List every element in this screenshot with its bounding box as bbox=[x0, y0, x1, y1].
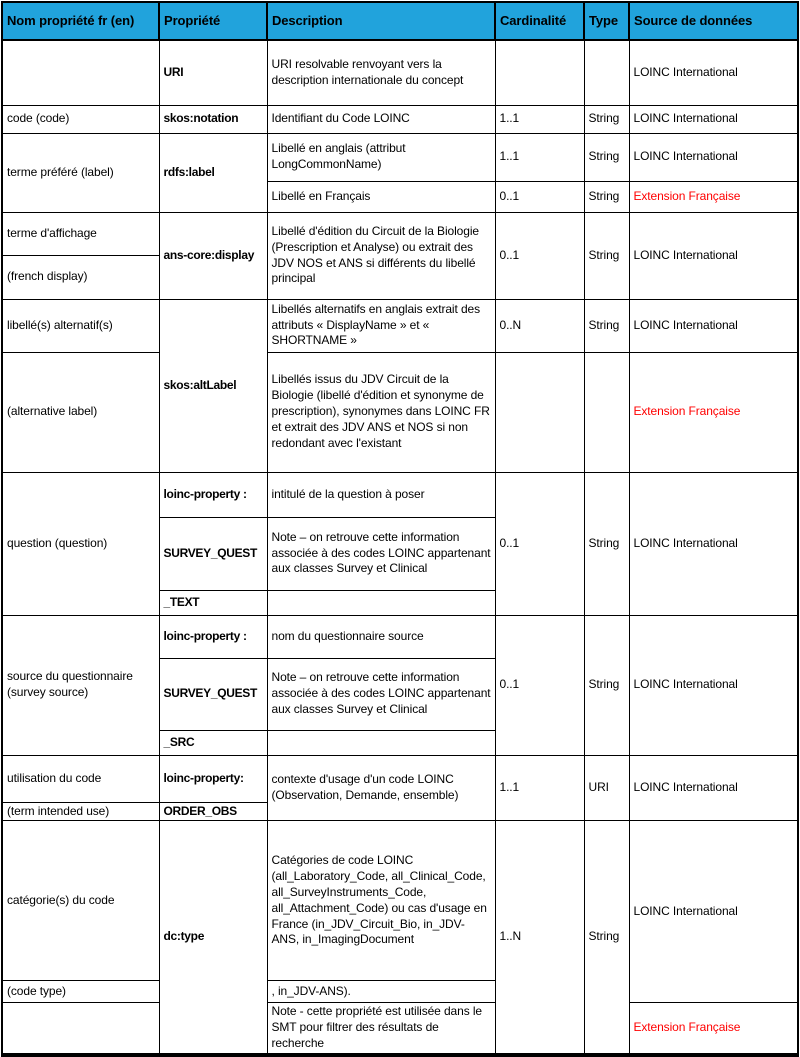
source-cell: LOINC International bbox=[629, 472, 798, 615]
description-cell: Catégories de code LOINC (all_Laboratory_Code, all_Clinical_Code, all_SurveyInstruments_Code, all_Attachment_Code) ou cas d'usage en France (in_JDV_Circuit_Bio, in_JDV-ANS, in_ImagingDocument bbox=[267, 821, 495, 981]
source-cell: Extension Française bbox=[629, 1003, 798, 1055]
source-cell: LOINC International bbox=[629, 615, 798, 755]
cardinality-cell: 0..1 bbox=[495, 472, 584, 615]
header-source: Source de données bbox=[629, 2, 798, 40]
source-cell: LOINC International bbox=[629, 755, 798, 821]
table-row bbox=[2, 755, 798, 802]
type-cell: String bbox=[584, 821, 629, 1055]
source-cell: LOINC International bbox=[629, 299, 798, 352]
property-id-cell: loinc-property: bbox=[159, 755, 267, 802]
type-cell: String bbox=[584, 212, 629, 299]
property-name-cell: (code type) bbox=[2, 981, 159, 1003]
source-cell: LOINC International bbox=[629, 40, 798, 105]
property-name-cell: catégorie(s) du code bbox=[2, 821, 159, 981]
type-cell bbox=[584, 352, 629, 472]
property-id-cell: _SRC bbox=[159, 730, 267, 755]
source-cell: LOINC International bbox=[629, 105, 798, 133]
header-propriete: Propriété bbox=[159, 2, 267, 40]
type-cell: String bbox=[584, 472, 629, 615]
type-cell: String bbox=[584, 615, 629, 755]
header-description: Description bbox=[267, 2, 495, 40]
property-id-cell: _TEXT bbox=[159, 590, 267, 615]
description-cell: Libellé en Français bbox=[267, 181, 495, 212]
property-id-cell: dc:type bbox=[159, 821, 267, 1055]
type-cell bbox=[584, 40, 629, 105]
source-cell: Extension Française bbox=[629, 181, 798, 212]
property-name-cell: question (question) bbox=[2, 472, 159, 615]
table-row bbox=[2, 40, 798, 105]
cardinality-cell: 1..1 bbox=[495, 105, 584, 133]
cardinality-cell: 0..1 bbox=[495, 212, 584, 299]
cardinality-cell: 1..1 bbox=[495, 755, 584, 821]
description-cell: Note – on retrouve cette information associée à des codes LOINC appartenant aux classes Survey et Clinical bbox=[267, 658, 495, 730]
property-id-cell: skos:altLabel bbox=[159, 299, 267, 472]
property-name-cell: libellé(s) alternatif(s) bbox=[2, 299, 159, 352]
header-cardinalite: Cardinalité bbox=[495, 2, 584, 40]
table-row bbox=[2, 1003, 798, 1055]
property-name-cell: source du questionnaire (survey source) bbox=[2, 615, 159, 755]
source-cell: LOINC International bbox=[629, 133, 798, 181]
cardinality-cell: 1..1 bbox=[495, 133, 584, 181]
property-id-cell: skos:notation bbox=[159, 105, 267, 133]
property-id-cell: loinc-property : bbox=[159, 615, 267, 658]
description-cell: Identifiant du Code LOINC bbox=[267, 105, 495, 133]
property-id-cell: ans-core:display bbox=[159, 212, 267, 299]
description-cell: Note – on retrouve cette information associée à des codes LOINC appartenant aux classes Survey et Clinical bbox=[267, 517, 495, 590]
table-row bbox=[2, 472, 798, 517]
property-name-cell bbox=[2, 1003, 159, 1055]
source-cell: LOINC International bbox=[629, 821, 798, 1003]
property-name-cell: (term intended use) bbox=[2, 802, 159, 821]
cardinality-cell: 1..N bbox=[495, 821, 584, 1055]
table-row bbox=[2, 299, 798, 352]
table-row bbox=[2, 615, 798, 658]
cardinality-cell bbox=[495, 40, 584, 105]
property-id-cell: ORDER_OBS bbox=[159, 802, 267, 821]
type-cell: String bbox=[584, 133, 629, 181]
property-name-cell: terme préféré (label) bbox=[2, 133, 159, 212]
description-cell: contexte d'usage d'un code LOINC (Observation, Demande, ensemble) bbox=[267, 755, 495, 821]
cardinality-cell: 0..N bbox=[495, 299, 584, 352]
type-cell: String bbox=[584, 299, 629, 352]
table-header-row bbox=[2, 2, 798, 40]
description-cell: nom du questionnaire source bbox=[267, 615, 495, 658]
table-row bbox=[2, 105, 798, 133]
description-cell: Libellés issus du JDV Circuit de la Biologie (libellé d'édition et synonyme de prescription), synonymes dans LOINC FR et extrait des JDV ANS et NOS si non redondant avec l'existant bbox=[267, 352, 495, 472]
description-cell bbox=[267, 730, 495, 755]
property-name-cell: code (code) bbox=[2, 105, 159, 133]
header-nom-propriete: Nom propriété fr (en) bbox=[2, 2, 159, 40]
property-name-cell bbox=[2, 40, 159, 105]
property-name-cell: (french display) bbox=[2, 255, 159, 299]
property-name-cell: utilisation du code bbox=[2, 755, 159, 802]
table-row bbox=[2, 212, 798, 255]
description-cell: URI resolvable renvoyant vers la description internationale du concept bbox=[267, 40, 495, 105]
type-cell: String bbox=[584, 105, 629, 133]
loinc-properties-table bbox=[1, 1, 799, 1057]
property-id-cell: URI bbox=[159, 40, 267, 105]
description-cell: Note - cette propriété est utilisée dans le SMT pour filtrer des résultats de recherche bbox=[267, 1003, 495, 1055]
property-id-cell: rdfs:label bbox=[159, 133, 267, 212]
description-cell: Libellé d'édition du Circuit de la Biologie (Prescription et Analyse) ou extrait des JDV NOS et ANS si différents du libellé principal bbox=[267, 212, 495, 299]
table-row bbox=[2, 352, 798, 472]
type-cell: URI bbox=[584, 755, 629, 821]
description-cell: Libellé en anglais (attribut LongCommonName) bbox=[267, 133, 495, 181]
cardinality-cell: 0..1 bbox=[495, 181, 584, 212]
header-type: Type bbox=[584, 2, 629, 40]
description-cell: , in_JDV-ANS). bbox=[267, 981, 495, 1003]
source-cell: Extension Française bbox=[629, 352, 798, 472]
property-id-cell: SURVEY_QUEST bbox=[159, 658, 267, 730]
table-row bbox=[2, 133, 798, 181]
table-row bbox=[2, 821, 798, 981]
cardinality-cell bbox=[495, 352, 584, 472]
cardinality-cell: 0..1 bbox=[495, 615, 584, 755]
property-id-cell: SURVEY_QUEST bbox=[159, 517, 267, 590]
description-cell: Libellés alternatifs en anglais extrait des attributs « DisplayName » et « SHORTNAME » bbox=[267, 299, 495, 352]
property-id-cell: loinc-property : bbox=[159, 472, 267, 517]
description-cell bbox=[267, 590, 495, 615]
type-cell: String bbox=[584, 181, 629, 212]
property-name-cell: terme d'affichage bbox=[2, 212, 159, 255]
source-cell: LOINC International bbox=[629, 212, 798, 299]
property-name-cell: (alternative label) bbox=[2, 352, 159, 472]
description-cell: intitulé de la question à poser bbox=[267, 472, 495, 517]
